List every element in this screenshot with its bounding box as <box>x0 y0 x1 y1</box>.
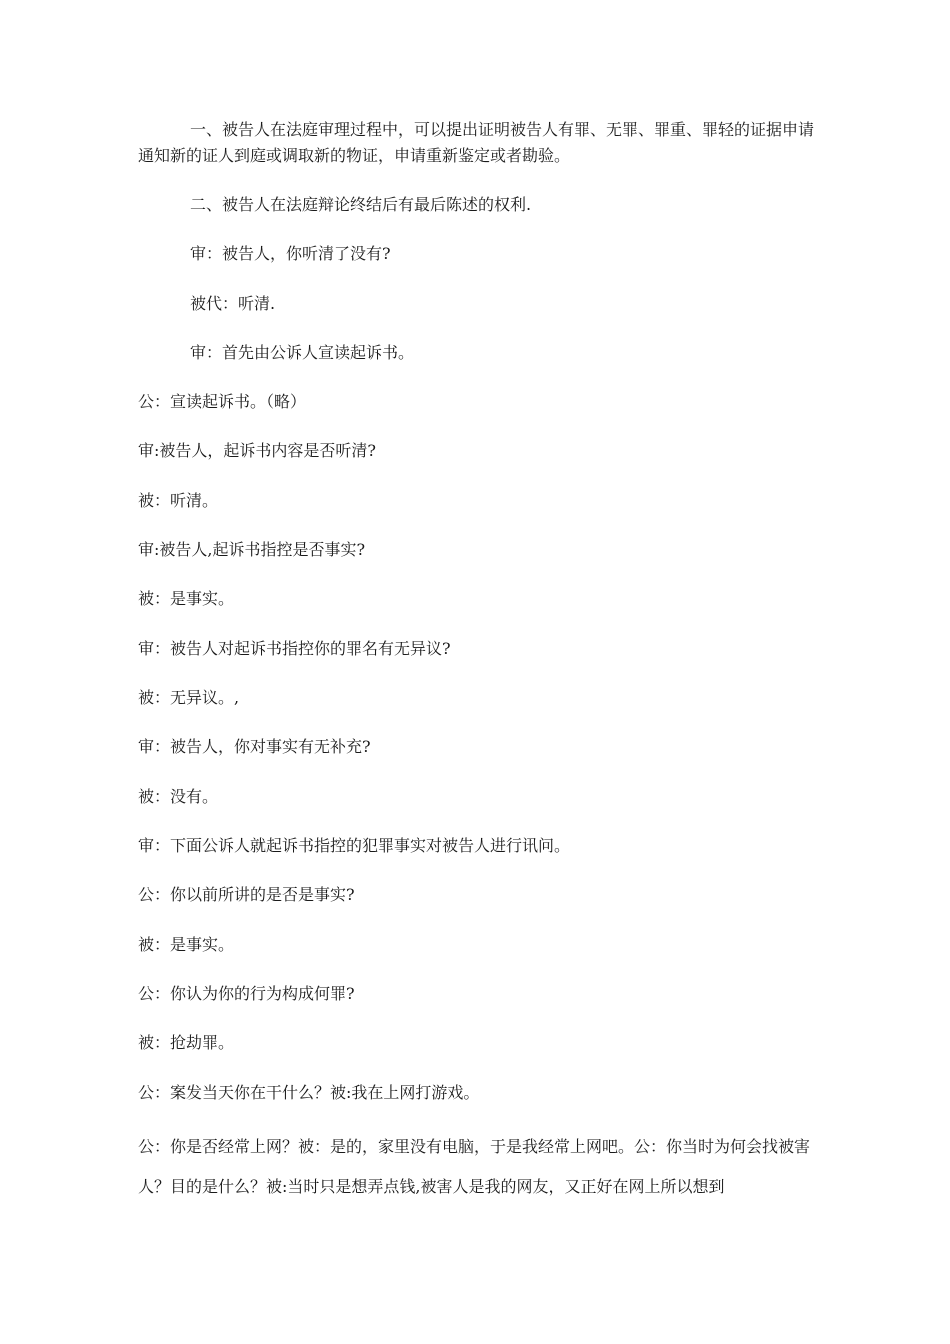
dialogue-line: 审:被告人，起诉书内容是否听清? <box>138 441 376 460</box>
dialogue-line: 被：没有。 <box>138 787 219 806</box>
dialogue-line: 审：被告人对起诉书指控你的罪名有无异议? <box>138 639 451 658</box>
dialogue-line: 审：被告人，你听清了没有? <box>190 244 391 263</box>
paragraph-rights-1: 一、被告人在法庭审理过程中，可以提出证明被告人有罪、无罪、罪重、罪轻的证据申请通知新的证人到庭或调取新的物证，申请重新鉴定或者勘验。 <box>138 120 815 165</box>
dialogue-line: 被代：听清. <box>190 294 276 313</box>
dialogue-line: 公：你是否经常上网？被：是的，家里没有电脑，于是我经常上网吧。公：你当时为何会找被害人？目的是什么？被:当时只是想弄点钱,被害人是我的网友，又正好在网上所以想到 <box>138 1137 811 1196</box>
dialogue-line: 公：案发当天你在干什么？被:我在上网打游戏。 <box>138 1083 480 1102</box>
dialogue-line: 被：抢劫罪。 <box>138 1033 235 1052</box>
dialogue-line: 被：是事实。 <box>138 589 235 608</box>
dialogue-line: 审：被告人，你对事实有无补充? <box>138 737 371 756</box>
dialogue-line: 被：是事实。 <box>138 935 235 954</box>
dialogue-line: 公：你以前所讲的是否是事实? <box>138 885 355 904</box>
dialogue-line: 审：下面公诉人就起诉书指控的犯罪事实对被告人进行讯问。 <box>138 836 571 855</box>
dialogue-line: 公：你认为你的行为构成何罪? <box>138 984 355 1003</box>
paragraph-rights-2: 二、被告人在法庭辩论终结后有最后陈述的权利. <box>190 195 532 214</box>
dialogue-line: 审:被告人,起诉书指控是否事实? <box>138 540 366 559</box>
dialogue-line: 被：无异议。, <box>138 688 240 707</box>
dialogue-line: 被：听清。 <box>138 491 219 510</box>
dialogue-line: 公：宣读起诉书。（略） <box>138 392 307 411</box>
dialogue-line: 审：首先由公诉人宣读起诉书。 <box>190 343 415 362</box>
